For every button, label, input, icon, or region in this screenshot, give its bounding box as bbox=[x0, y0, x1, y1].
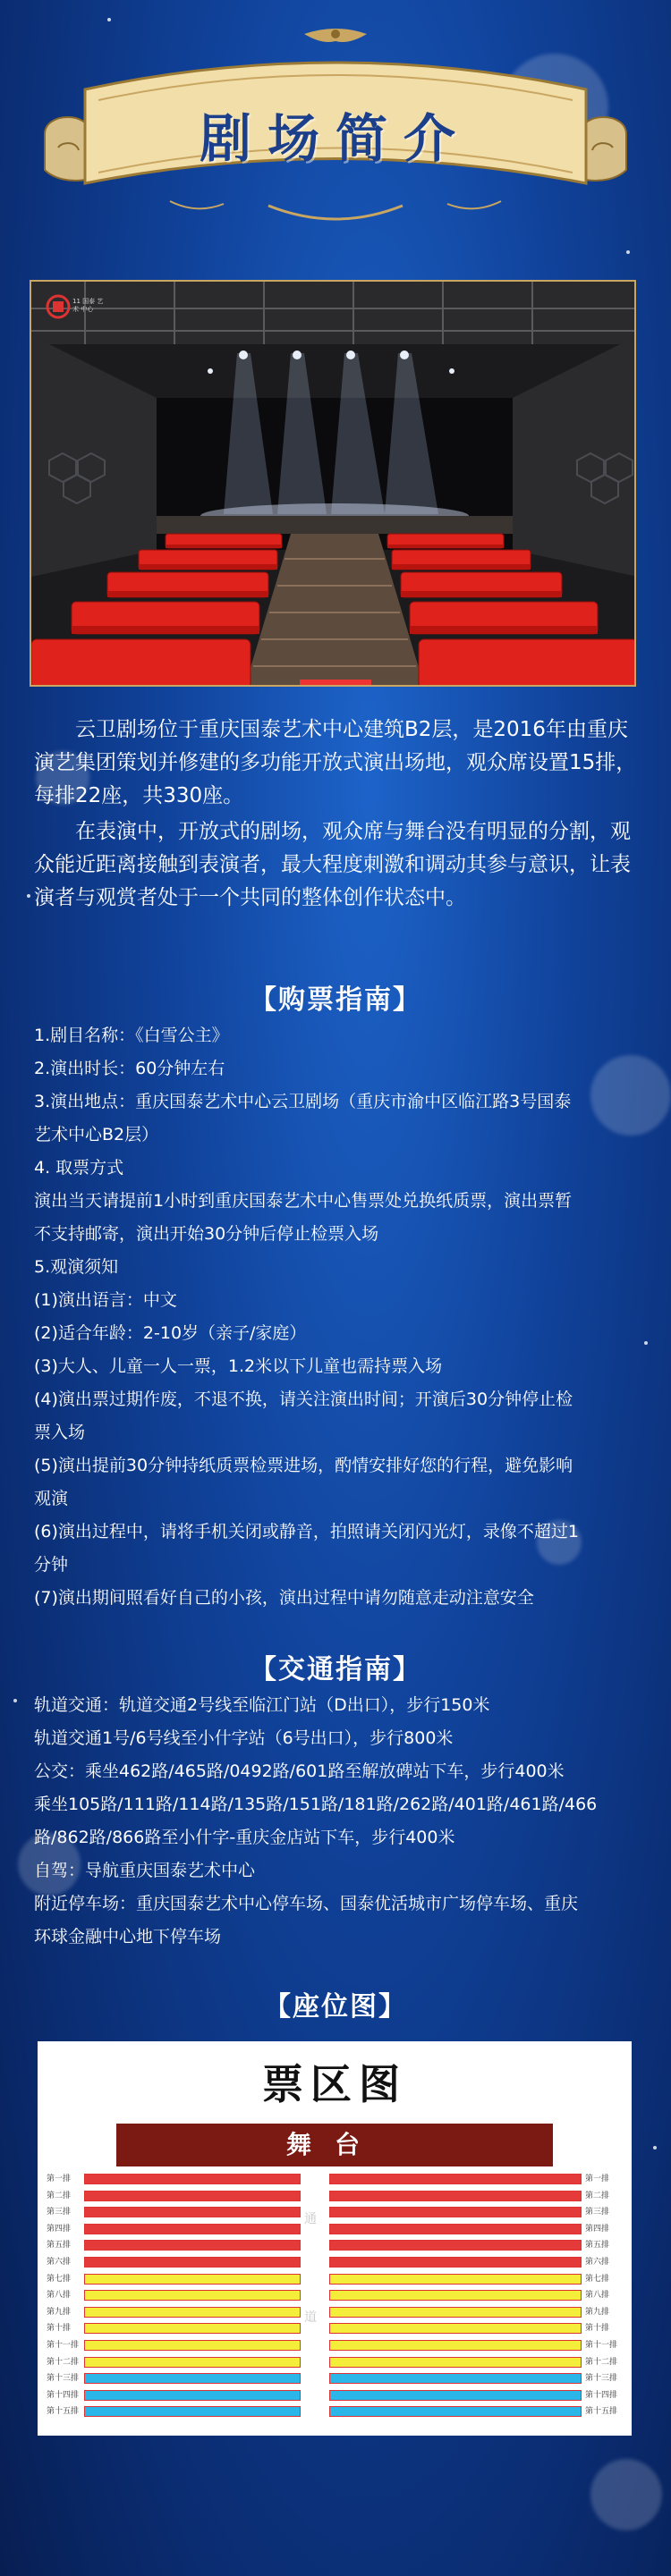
seat-row-left[interactable] bbox=[84, 2207, 301, 2217]
list-item: 不支持邮寄，演出开始30分钟后停止检票入场 bbox=[34, 1224, 379, 1244]
intro-paragraph: 云卫剧场位于重庆国泰艺术中心建筑B2层，是2016年由重庆演艺集团策划并修建的多功能开放式演出场地，观众席设置15排，每排22座，共330座。 bbox=[34, 718, 637, 807]
snow-dot bbox=[644, 1341, 648, 1345]
seat-row-right[interactable] bbox=[329, 2340, 582, 2351]
list-item: (7)演出期间照看好自己的小孩，演出过程中请勿随意走动注意安全 bbox=[34, 1588, 534, 1608]
seat-row-left[interactable] bbox=[84, 2290, 301, 2301]
row-label-left: 第十五排 bbox=[47, 2407, 80, 2417]
row-label-left: 第九排 bbox=[47, 2307, 72, 2317]
seat-map-card bbox=[38, 2041, 632, 2436]
seat-row-right[interactable] bbox=[329, 2224, 582, 2234]
row-label-left: 第十排 bbox=[47, 2324, 72, 2334]
list-item: (6)演出过程中，请将手机关闭或静音，拍照请关闭闪光灯，录像不超过1 bbox=[34, 1522, 580, 1541]
row-label-right: 第九排 bbox=[585, 2307, 610, 2317]
list-item: 3.演出地点：重庆国泰艺术中心云卫剧场（重庆市渝中区临江路3号国泰 bbox=[34, 1092, 572, 1111]
list-item: (5)演出提前30分钟持纸质票检票进场，酌情安排好您的行程，避免影响 bbox=[34, 1456, 573, 1475]
aisle-label: 通 bbox=[304, 2212, 317, 2226]
row-label-left: 第五排 bbox=[47, 2241, 72, 2251]
ticket-guide-list bbox=[34, 1019, 642, 1615]
seat-row-right[interactable] bbox=[329, 2307, 582, 2318]
title-banner bbox=[36, 27, 635, 232]
seat-map-section-title: 【座位图】 bbox=[264, 1991, 407, 2023]
row-label-right: 第二排 bbox=[585, 2191, 610, 2200]
page-title: 剧场简介 bbox=[199, 108, 471, 169]
row-label-right: 第十一排 bbox=[585, 2341, 618, 2350]
row-label-left: 第十三排 bbox=[47, 2374, 80, 2384]
row-label-right: 第七排 bbox=[585, 2274, 610, 2284]
list-item: 演出当天请提前1小时到重庆国泰艺术中心售票处兑换纸质票，演出票暂 bbox=[34, 1191, 573, 1211]
seat-map-title: 票区图 bbox=[262, 2060, 407, 2108]
bokeh-light bbox=[590, 2459, 662, 2530]
seat-row-left[interactable] bbox=[84, 2340, 301, 2351]
row-label-right: 第十二排 bbox=[585, 2357, 618, 2367]
list-item: 票入场 bbox=[34, 1423, 86, 1442]
seat-row-left[interactable] bbox=[84, 2191, 301, 2201]
row-label-right: 第五排 bbox=[585, 2241, 610, 2251]
list-item: 公交：乘坐462路/465路/0492路/601路至解放碑站下车，步行400米 bbox=[34, 1761, 565, 1781]
row-label-left: 第七排 bbox=[47, 2274, 72, 2284]
snow-dot bbox=[107, 18, 111, 21]
ticket-guide-title: 【购票指南】 bbox=[250, 984, 421, 1016]
row-label-right: 第三排 bbox=[585, 2208, 610, 2217]
seat-row-left[interactable] bbox=[84, 2373, 301, 2384]
seat-row-right[interactable] bbox=[329, 2274, 582, 2285]
row-label-right: 第八排 bbox=[585, 2291, 610, 2301]
snow-dot bbox=[27, 894, 30, 898]
theater-logo-text: 11 国泰 艺术 中心 bbox=[72, 298, 104, 313]
theater-photo bbox=[30, 280, 636, 687]
list-item: 分钟 bbox=[34, 1555, 69, 1575]
seat-row-left[interactable] bbox=[84, 2406, 301, 2417]
seat-row-left[interactable] bbox=[84, 2257, 301, 2268]
seat-row-left[interactable] bbox=[84, 2174, 301, 2184]
row-label-left: 第十二排 bbox=[47, 2357, 80, 2367]
row-label-left: 第十四排 bbox=[47, 2390, 80, 2400]
row-label-right: 第十排 bbox=[585, 2324, 610, 2334]
seat-row-left[interactable] bbox=[84, 2240, 301, 2251]
list-item: 4. 取票方式 bbox=[34, 1158, 124, 1178]
list-item: 5.观演须知 bbox=[34, 1257, 119, 1277]
list-item: (2)适合年龄：2-10岁（亲子/家庭） bbox=[34, 1323, 307, 1343]
seat-row-right[interactable] bbox=[329, 2406, 582, 2417]
list-item: 轨道交通1号/6号线至小什字站（6号出口），步行800米 bbox=[34, 1728, 454, 1748]
list-item: 自驾：导航重庆国泰艺术中心 bbox=[34, 1861, 256, 1880]
seat-row-right[interactable] bbox=[329, 2323, 582, 2334]
row-label-left: 第十一排 bbox=[47, 2341, 80, 2350]
list-item: 乘坐105路/111路/114路/135路/151路/181路/262路/401路/461路/466 bbox=[34, 1795, 598, 1814]
list-item: (3)大人、儿童一人一票，1.2米以下儿童也需持票入场 bbox=[34, 1356, 443, 1376]
row-label-left: 第三排 bbox=[47, 2208, 72, 2217]
seat-row-left[interactable] bbox=[84, 2224, 301, 2234]
row-label-left: 第四排 bbox=[47, 2224, 72, 2234]
snow-dot bbox=[626, 250, 630, 254]
seat-row-right[interactable] bbox=[329, 2191, 582, 2201]
list-item: 附近停车场：重庆国泰艺术中心停车场、国泰优活城市广场停车场、重庆 bbox=[34, 1894, 579, 1913]
list-item: 轨道交通：轨道交通2号线至临江门站（D出口），步行150米 bbox=[34, 1695, 490, 1715]
list-item: (4)演出票过期作废，不退不换，请关注演出时间；开演后30分钟停止检 bbox=[34, 1389, 573, 1409]
list-item: 2.演出时长：60分钟左右 bbox=[34, 1059, 225, 1078]
seat-row-right[interactable] bbox=[329, 2373, 582, 2384]
list-item: 路/862路/866路至小什字-重庆金店站下车，步行400米 bbox=[34, 1828, 455, 1847]
row-label-left: 第二排 bbox=[47, 2191, 72, 2200]
seat-row-right[interactable] bbox=[329, 2390, 582, 2401]
list-item: 观演 bbox=[34, 1489, 69, 1508]
seat-row-left[interactable] bbox=[84, 2323, 301, 2334]
row-label-right: 第十五排 bbox=[585, 2407, 618, 2417]
row-label-left: 第六排 bbox=[47, 2258, 72, 2267]
seat-row-left[interactable] bbox=[84, 2390, 301, 2401]
aisle-label: 道 bbox=[304, 2310, 317, 2325]
traffic-guide-list bbox=[34, 1689, 642, 1954]
list-item: 艺术中心B2层） bbox=[34, 1125, 159, 1144]
row-label-right: 第四排 bbox=[585, 2224, 610, 2234]
list-item: 环球金融中心地下停车场 bbox=[34, 1927, 222, 1947]
stage-label: 舞台 bbox=[116, 2124, 553, 2166]
seat-row-left[interactable] bbox=[84, 2357, 301, 2368]
snow-dot bbox=[13, 1699, 17, 1702]
seat-row-right[interactable] bbox=[329, 2240, 582, 2251]
seat-row-right[interactable] bbox=[329, 2174, 582, 2184]
row-label-right: 第十三排 bbox=[585, 2374, 618, 2384]
list-item: 1.剧目名称：《白雪公主》 bbox=[34, 1026, 229, 1045]
row-label-left: 第一排 bbox=[47, 2175, 72, 2183]
seat-row-right[interactable] bbox=[329, 2257, 582, 2268]
seat-row-right[interactable] bbox=[329, 2357, 582, 2368]
row-label-right: 第六排 bbox=[585, 2258, 610, 2267]
row-label-right: 第十四排 bbox=[585, 2390, 618, 2400]
snow-dot bbox=[653, 2146, 657, 2149]
seat-row-left[interactable] bbox=[84, 2274, 301, 2285]
seat-row-right[interactable] bbox=[329, 2207, 582, 2217]
intro-paragraph: 在表演中，开放式的剧场，观众席与舞台没有明显的分割，观众能近距离接触到表演者，最大程度刺激和调动其参与意识，让表演者与观赏者处于一个共同的整体创作状态中。 bbox=[34, 820, 631, 909]
traffic-guide-title: 【交通指南】 bbox=[250, 1654, 421, 1685]
seat-row-left[interactable] bbox=[84, 2307, 301, 2318]
row-label-right: 第一排 bbox=[585, 2175, 610, 2183]
list-item: (1)演出语言：中文 bbox=[34, 1290, 177, 1310]
seat-row-right[interactable] bbox=[329, 2290, 582, 2301]
row-label-left: 第八排 bbox=[47, 2291, 72, 2301]
